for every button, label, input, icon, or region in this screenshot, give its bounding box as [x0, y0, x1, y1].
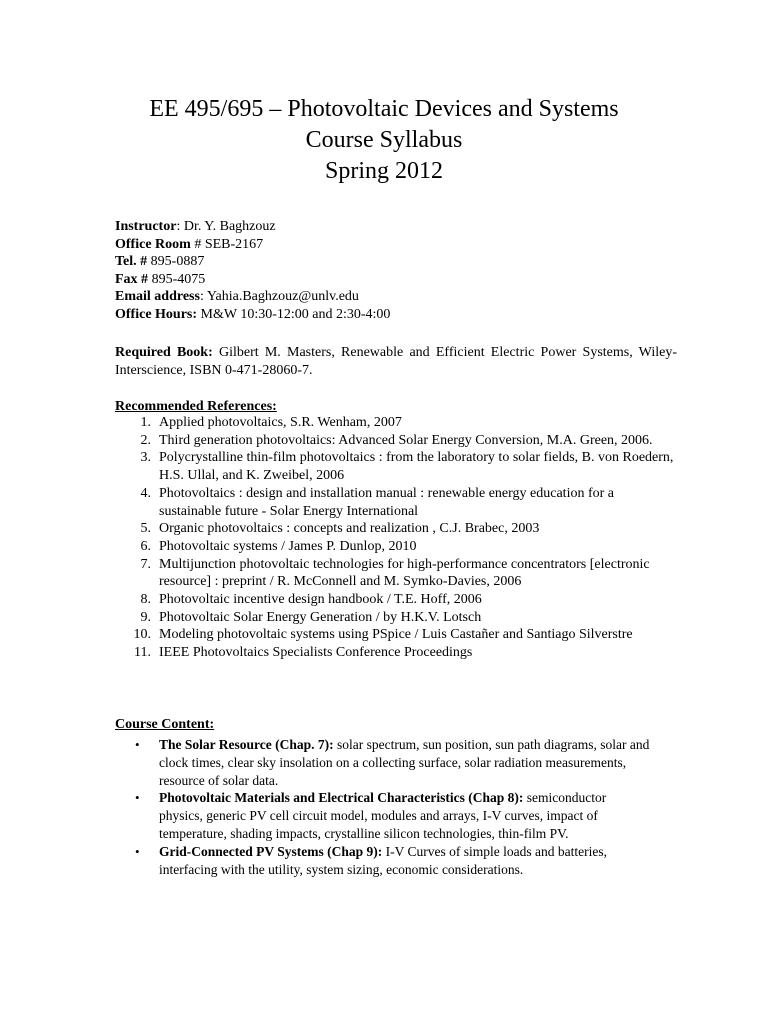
reference-item: 9. Photovoltaic Solar Energy Generation / by H.K.V. Lotsch — [140, 609, 482, 625]
bullet-icon: • — [135, 843, 140, 859]
email-row: Email address: Yahia.Baghzouz@unlv.edu — [115, 289, 359, 305]
fax-row: Fax # 895-4075 — [115, 271, 206, 287]
office-hours-row: Office Hours: M&W 10:30-12:00 and 2:30-4:00 — [115, 306, 391, 322]
course-title-block — [0, 94, 768, 187]
content-item: • Grid-Connected PV Systems (Chap 9): I-V Curves of simple loads and batteries, interfacing with the utility, system sizing, economic considerations. — [135, 843, 607, 877]
required-book-label: Required Book: — [115, 345, 213, 360]
references-heading: Recommended References: — [115, 399, 277, 414]
reference-item: 5. Organic photovoltaics : concepts and realization , C.J. Brabec, 2003 — [140, 521, 540, 537]
reference-item: 2. Third generation photovoltaics: Advanced Solar Energy Conversion, M.A. Green, 2006. — [140, 432, 653, 448]
references-list — [115, 414, 675, 662]
syllabus-title: Course Syllabus — [305, 127, 463, 153]
reference-item: 3. Polycrystalline thin-film photovoltaics : from the laboratory to solar fields, B. von Roedern, H.S. Ullal, and K. Zweibel, 2006 — [140, 450, 674, 484]
course-content-heading: Course Content: — [115, 717, 215, 732]
reference-item: 4. Photovoltaics : design and installation manual : renewable energy education for a sustainable future - Solar Energy International — [140, 485, 614, 519]
reference-item: 10. Modeling photovoltaic systems using PSpice / Luis Castañer and Santiago Silverstre — [133, 627, 633, 643]
reference-item: 1. Applied photovoltaics, S.R. Wenham, 2007 — [140, 415, 402, 430]
course-content-list — [115, 736, 650, 878]
office-room-row: Office Room # SEB-2167 — [115, 236, 264, 252]
reference-item: 6. Photovoltaic systems / James P. Dunlop, 2010 — [140, 538, 417, 554]
instructor-info — [115, 218, 390, 324]
content-item: • Photovoltaic Materials and Electrical Characteristics (Chap 8): semiconductor physics, generic PV cell circuit model, modules and arrays, I-V curves, impact of temperature, shading impacts, crystalline silicon technologies, thin-film PV. — [135, 790, 607, 841]
course-title: EE 495/695 – Photovoltaic Devices and Systems — [149, 96, 619, 122]
bullet-icon: • — [135, 737, 140, 752]
reference-item: 7. Multijunction photovoltaic technologies for high-performance concentrators [electronic resource] : preprint / R. McConnell and M. Symko-Davies, 2006 — [140, 556, 650, 590]
reference-item: 11. IEEE Photovoltaics Specialists Conference Proceedings — [134, 645, 473, 661]
bullet-icon: • — [135, 790, 140, 806]
telephone-row: Tel. # 895-0887 — [115, 254, 205, 270]
content-item: • The Solar Resource (Chap. 7): solar spectrum, sun position, sun path diagrams, solar and clock times, clear sky insolation on a collecting surface, solar radiation measurements, resource of solar data. — [135, 737, 650, 788]
required-book-text: Gilbert M. Masters, Renewable and Efficient Electric Power Systems, Wiley-Interscience, ISBN 0-471-28060-7. — [115, 345, 677, 378]
required-book — [115, 344, 677, 380]
semester-title: Spring 2012 — [324, 158, 443, 184]
instructor-row: Instructor: Dr. Y. Baghzouz — [115, 219, 276, 234]
reference-item: 8. Photovoltaic incentive design handbook / T.E. Hoff, 2006 — [140, 592, 482, 608]
